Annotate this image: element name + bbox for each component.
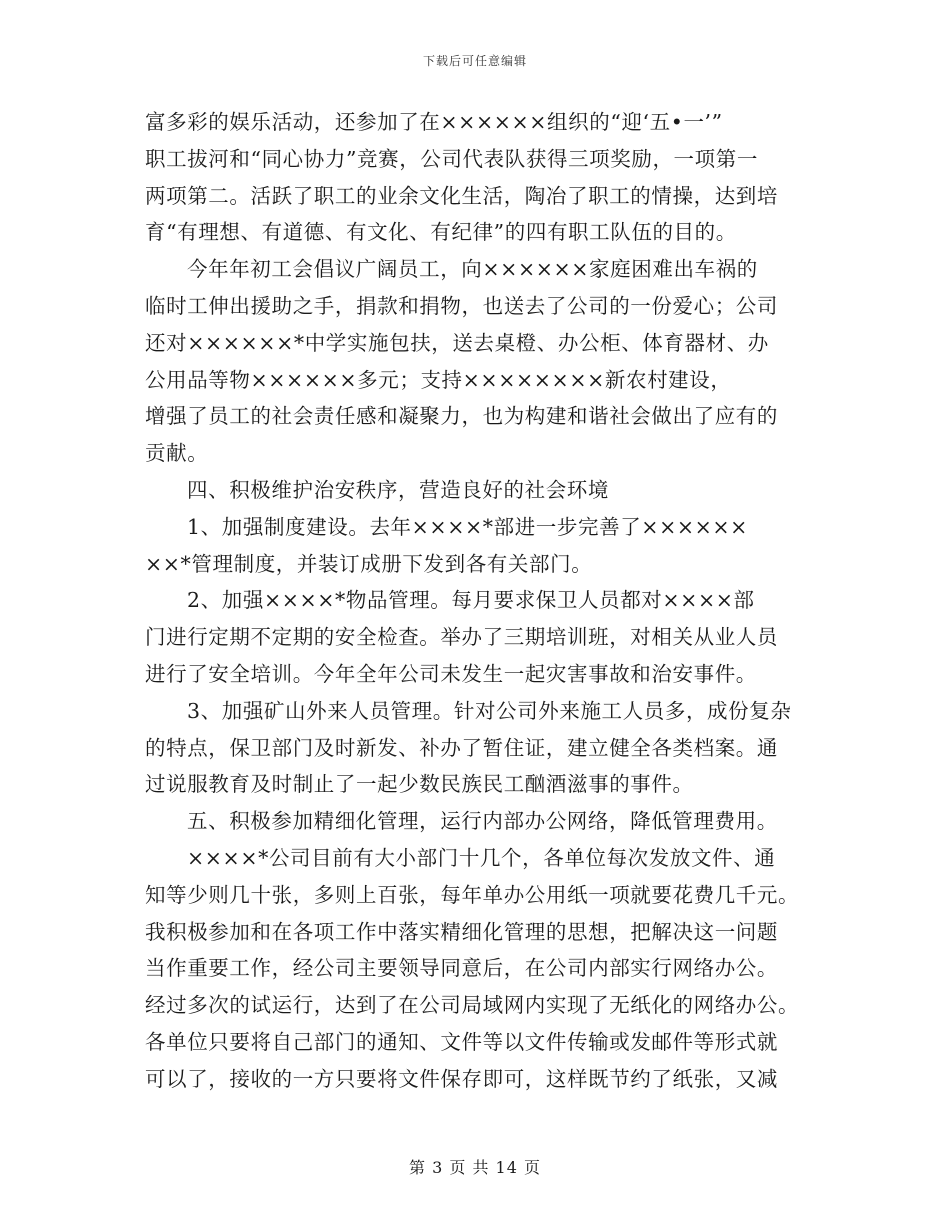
text-line: 门进行定期不定期的安全检查。举办了三期培训班，对相关从业人员 xyxy=(145,625,778,650)
text-line: 职工拔河和“同心协力”竞赛，公司代表队获得三项奖励，一项第一 xyxy=(145,146,758,171)
text-line: 富多彩的娱乐活动，还参加了在××××××组织的“迎‘五•一’” xyxy=(145,110,723,134)
paragraph-start-line: 3、加强矿山外来人员管理。针对公司外来施工人员多，成份复杂 xyxy=(187,698,792,723)
text-line: 进行了安全培训。今年全年公司未发生一起灾害事故和治安事件。 xyxy=(145,661,757,686)
text-line: 各单位只要将自己部门的通知、文件等以文件传输或发邮件等形式就 xyxy=(145,1029,778,1054)
text-line: 过说服教育及时制止了一起少数民族民工酗酒滋事的事件。 xyxy=(145,772,694,797)
text-line: 的特点，保卫部门及时新发、补办了暂住证，建立健全各类档案。通 xyxy=(145,735,778,760)
text-line: 当作重要工作，经公司主要领导同意后，在公司内部实行网络办公。 xyxy=(145,956,778,981)
text-line: 两项第二。活跃了职工的业余文化生活，陶冶了职工的情操，达到培 xyxy=(145,183,778,208)
text-line: 临时工伸出援助之手，捐款和捐物，也送去了公司的一份爱心；公司 xyxy=(145,293,778,318)
document-body xyxy=(145,104,810,1098)
text-line: 知等少则几十张，多则上百张，每年单办公用纸一项就要花费几千元。 xyxy=(145,882,800,907)
section-heading: 四、积极维护治安秩序，营造良好的社会环境 xyxy=(187,477,609,502)
text-line: 经过多次的试运行，达到了在公司局域网内实现了无纸化的网络办公。 xyxy=(145,993,800,1018)
paragraph-start-line: 今年年初工会倡议广阔员工，向××××××家庭困难出车祸的 xyxy=(187,257,758,282)
text-line: 可以了，接收的一方只要将文件保存即可，这样既节约了纸张，又减 xyxy=(145,1066,778,1091)
section-heading: 五、积极参加精细化管理，运行内部办公网络，降低管理费用。 xyxy=(187,809,778,834)
text-line: 还对××××××*中学实施包扶，送去桌橙、办公柜、体育器材、办 xyxy=(145,330,769,355)
text-line: 贡献。 xyxy=(145,441,209,466)
paragraph-start-line: 1、加强制度建设。去年××××*部进一步完善了×××××× xyxy=(187,514,748,539)
text-line: 增强了员工的社会责任感和凝聚力，也为构建和谐社会做出了应有的 xyxy=(145,404,778,429)
text-line: 育“有理想、有道德、有文化、有纪律”的四有职工队伍的目的。 xyxy=(145,220,737,245)
paragraph-start-line: ××××*公司目前有大小部门十几个，各单位每次发放文件、通 xyxy=(187,845,776,870)
paragraph-start-line: 2、加强××××*物品管理。每月要求保卫人员都对××××部 xyxy=(187,588,755,613)
text-line: ××*管理制度，并装订成册下发到各有关部门。 xyxy=(145,551,593,576)
text-line: 公用品等物××××××多元；支持××××××××新农村建设， xyxy=(145,367,732,392)
page-header: 下载后可任意编辑 xyxy=(422,54,527,68)
page-footer: 第 3 页 共 14 页 xyxy=(409,1158,541,1177)
text-line: 我积极参加和在各项工作中落实精细化管理的思想，把解决这一问题 xyxy=(145,919,778,944)
